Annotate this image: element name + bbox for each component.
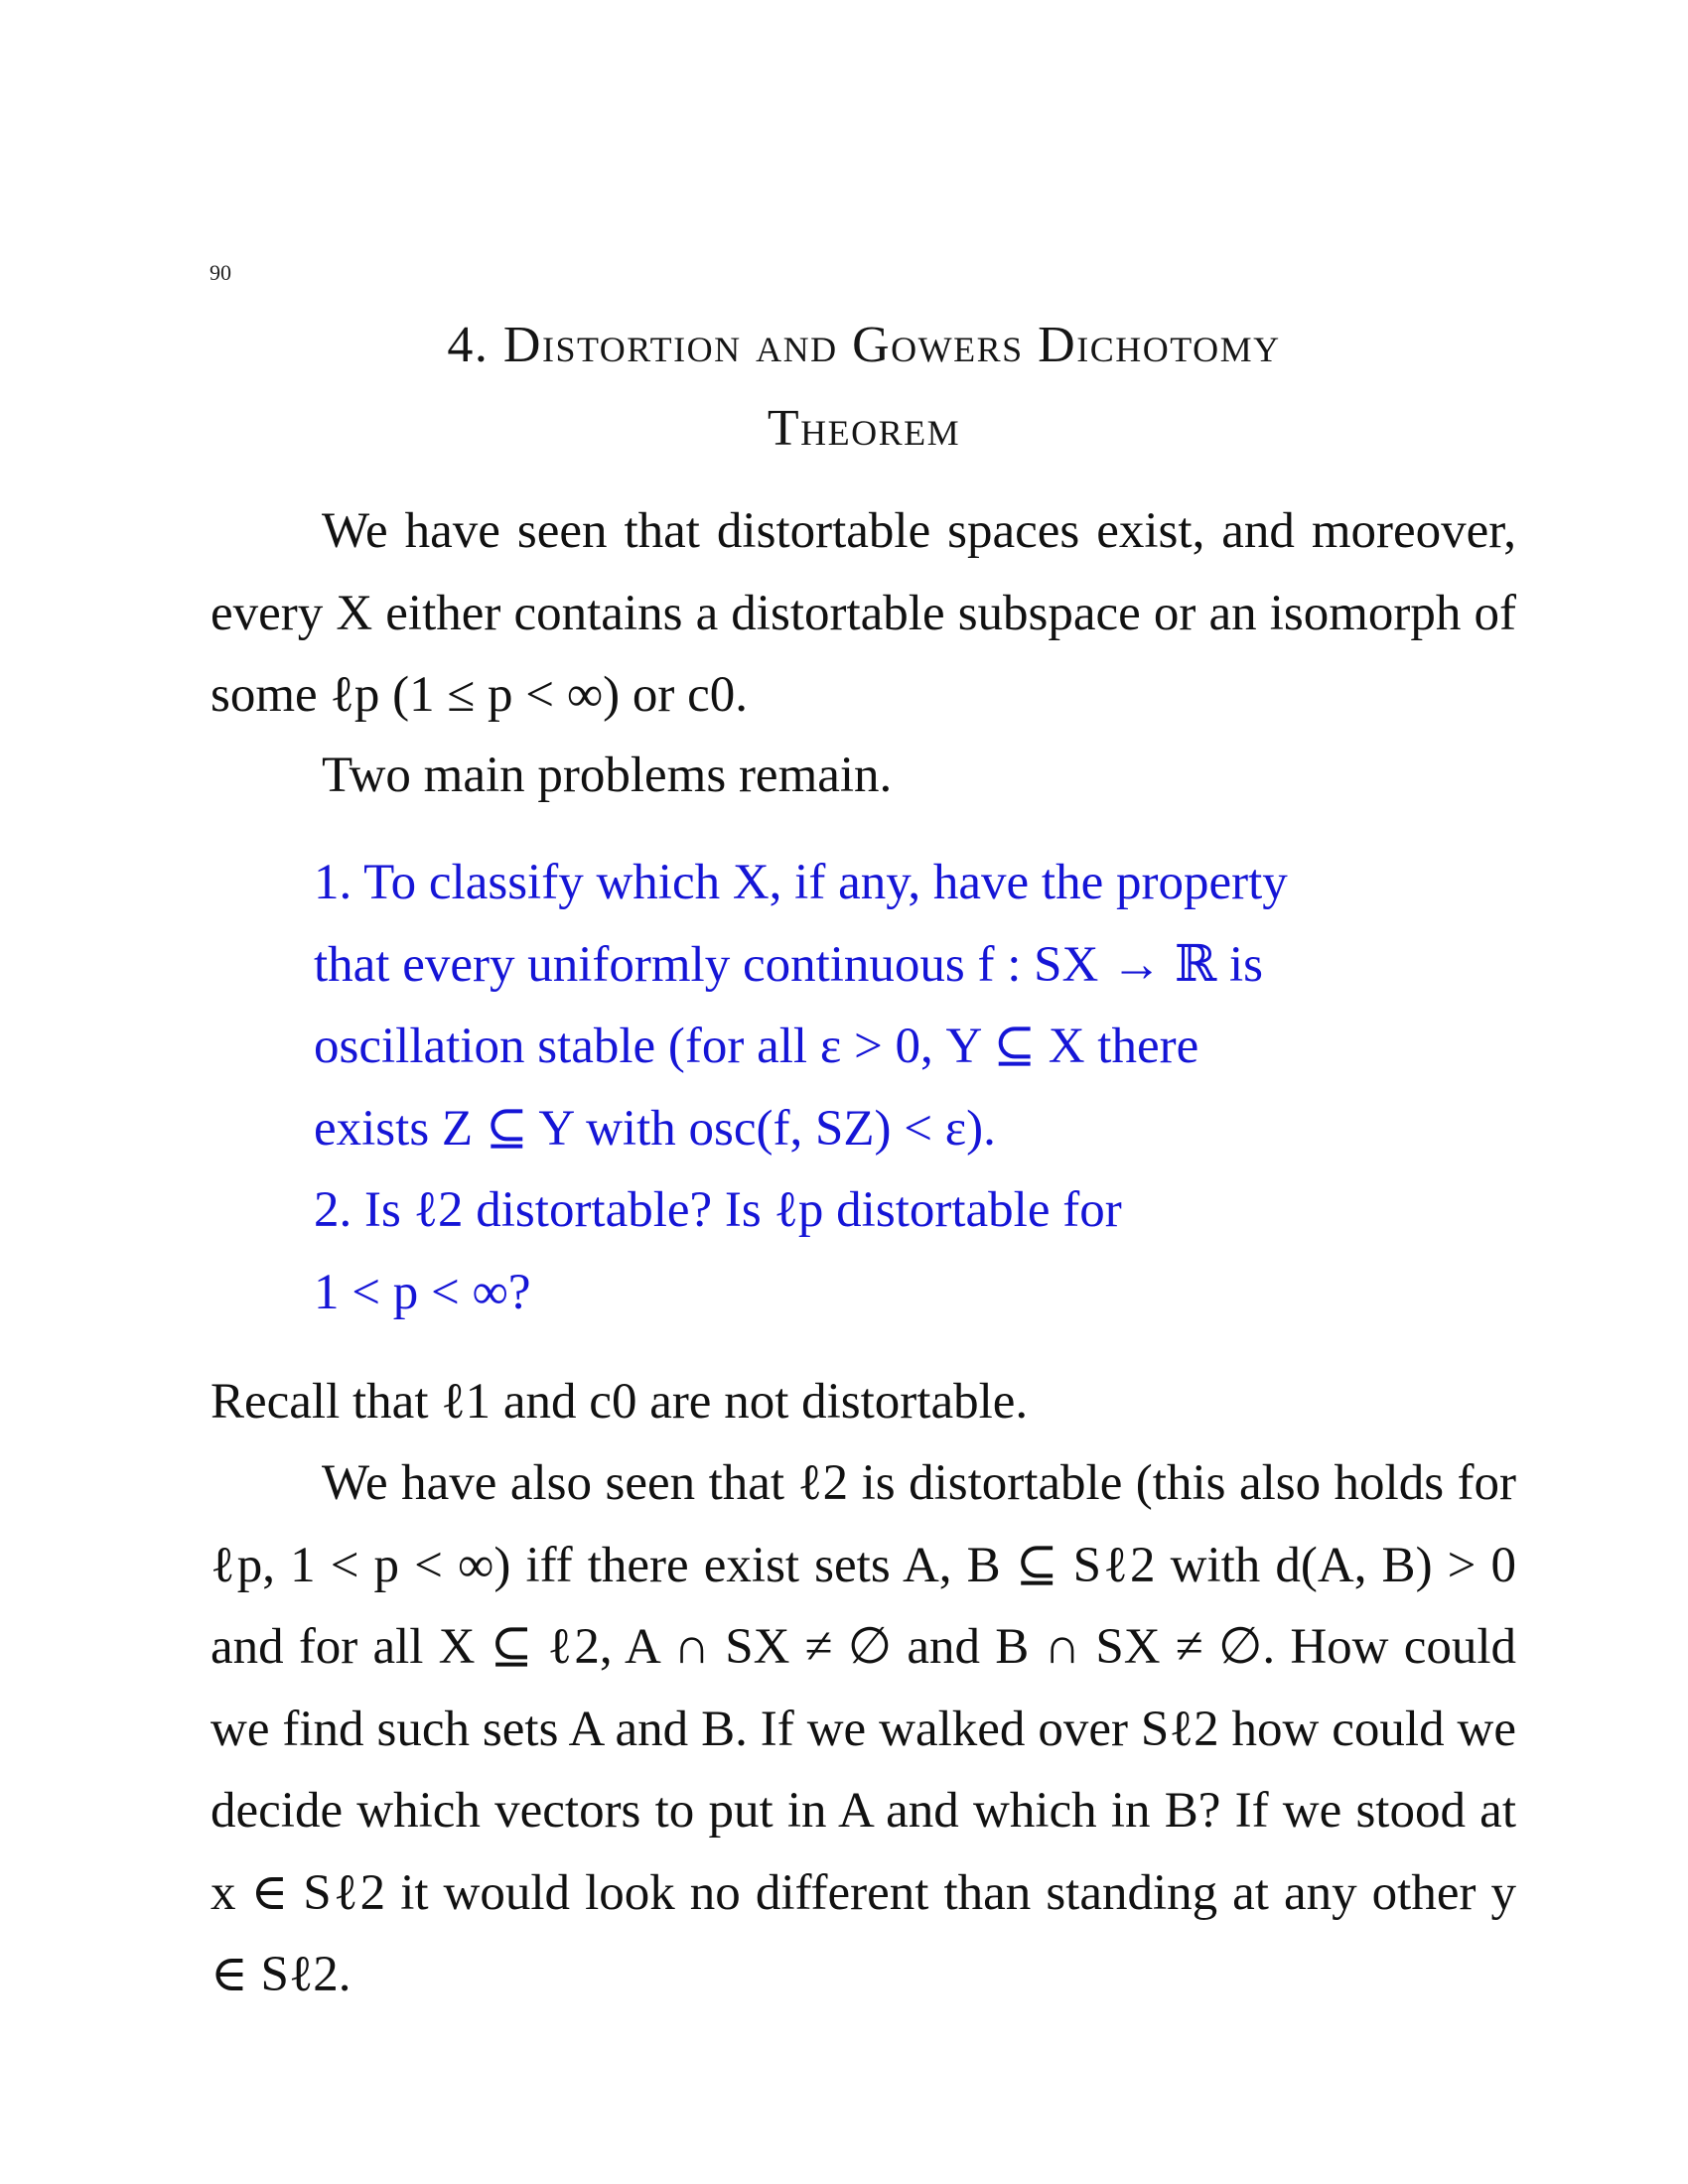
problem-1 bbox=[314, 842, 1416, 1169]
problem-2-line-2: 1 < p < ∞? bbox=[314, 1264, 531, 1320]
problem-2 bbox=[314, 1169, 1416, 1333]
intro-paragraph-2: Two main problems remain. bbox=[322, 748, 893, 803]
intro-paragraph: We have seen that distortable spaces exist, and moreover, every X either contains a distortable subspace or an isomorph of some ℓp (1 ≤ p < ∞) or c0. bbox=[211, 503, 1516, 723]
body-paragraph: We have also seen that ℓ2 is distortable (this also holds for ℓp, 1 < p < ∞) iff there exist sets A, B ⊆ Sℓ2 with d(A, B) > 0 and for all X ⊆ ℓ2, A ∩ SX ≠ ∅ and B ∩ SX ≠ ∅. How could we find such sets A and B. If we walked over Sℓ2 how could we decide which vectors to put in A and which in B? If we stood at x ∈ Sℓ2 it would look no different than standing at any other y ∈ Sℓ2. bbox=[211, 1455, 1516, 2002]
page-number: 90 bbox=[210, 260, 231, 285]
problem-2-line-1: 2. Is ℓ2 distortable? Is ℓp distortable for bbox=[314, 1182, 1122, 1238]
section-title bbox=[308, 304, 1420, 471]
problem-1-line-3: oscillation stable (for all ε > 0, Y ⊆ X there bbox=[314, 1019, 1199, 1074]
section-title-line-2: Theorem bbox=[767, 400, 961, 457]
section-title-line-1: 4. Distortion and Gowers Dichotomy bbox=[447, 317, 1281, 373]
recall-paragraph: Recall that ℓ1 and c0 are not distortable. bbox=[211, 1374, 1029, 1430]
problem-list bbox=[314, 842, 1416, 1333]
problem-1-line-2: that every uniformly continuous f : SX → ℝ is bbox=[314, 936, 1264, 993]
problem-1-line-1: 1. To classify which X, if any, have the property bbox=[314, 855, 1288, 910]
problem-1-line-4: exists Z ⊆ Y with osc(f, SZ) < ε). bbox=[314, 1100, 996, 1157]
